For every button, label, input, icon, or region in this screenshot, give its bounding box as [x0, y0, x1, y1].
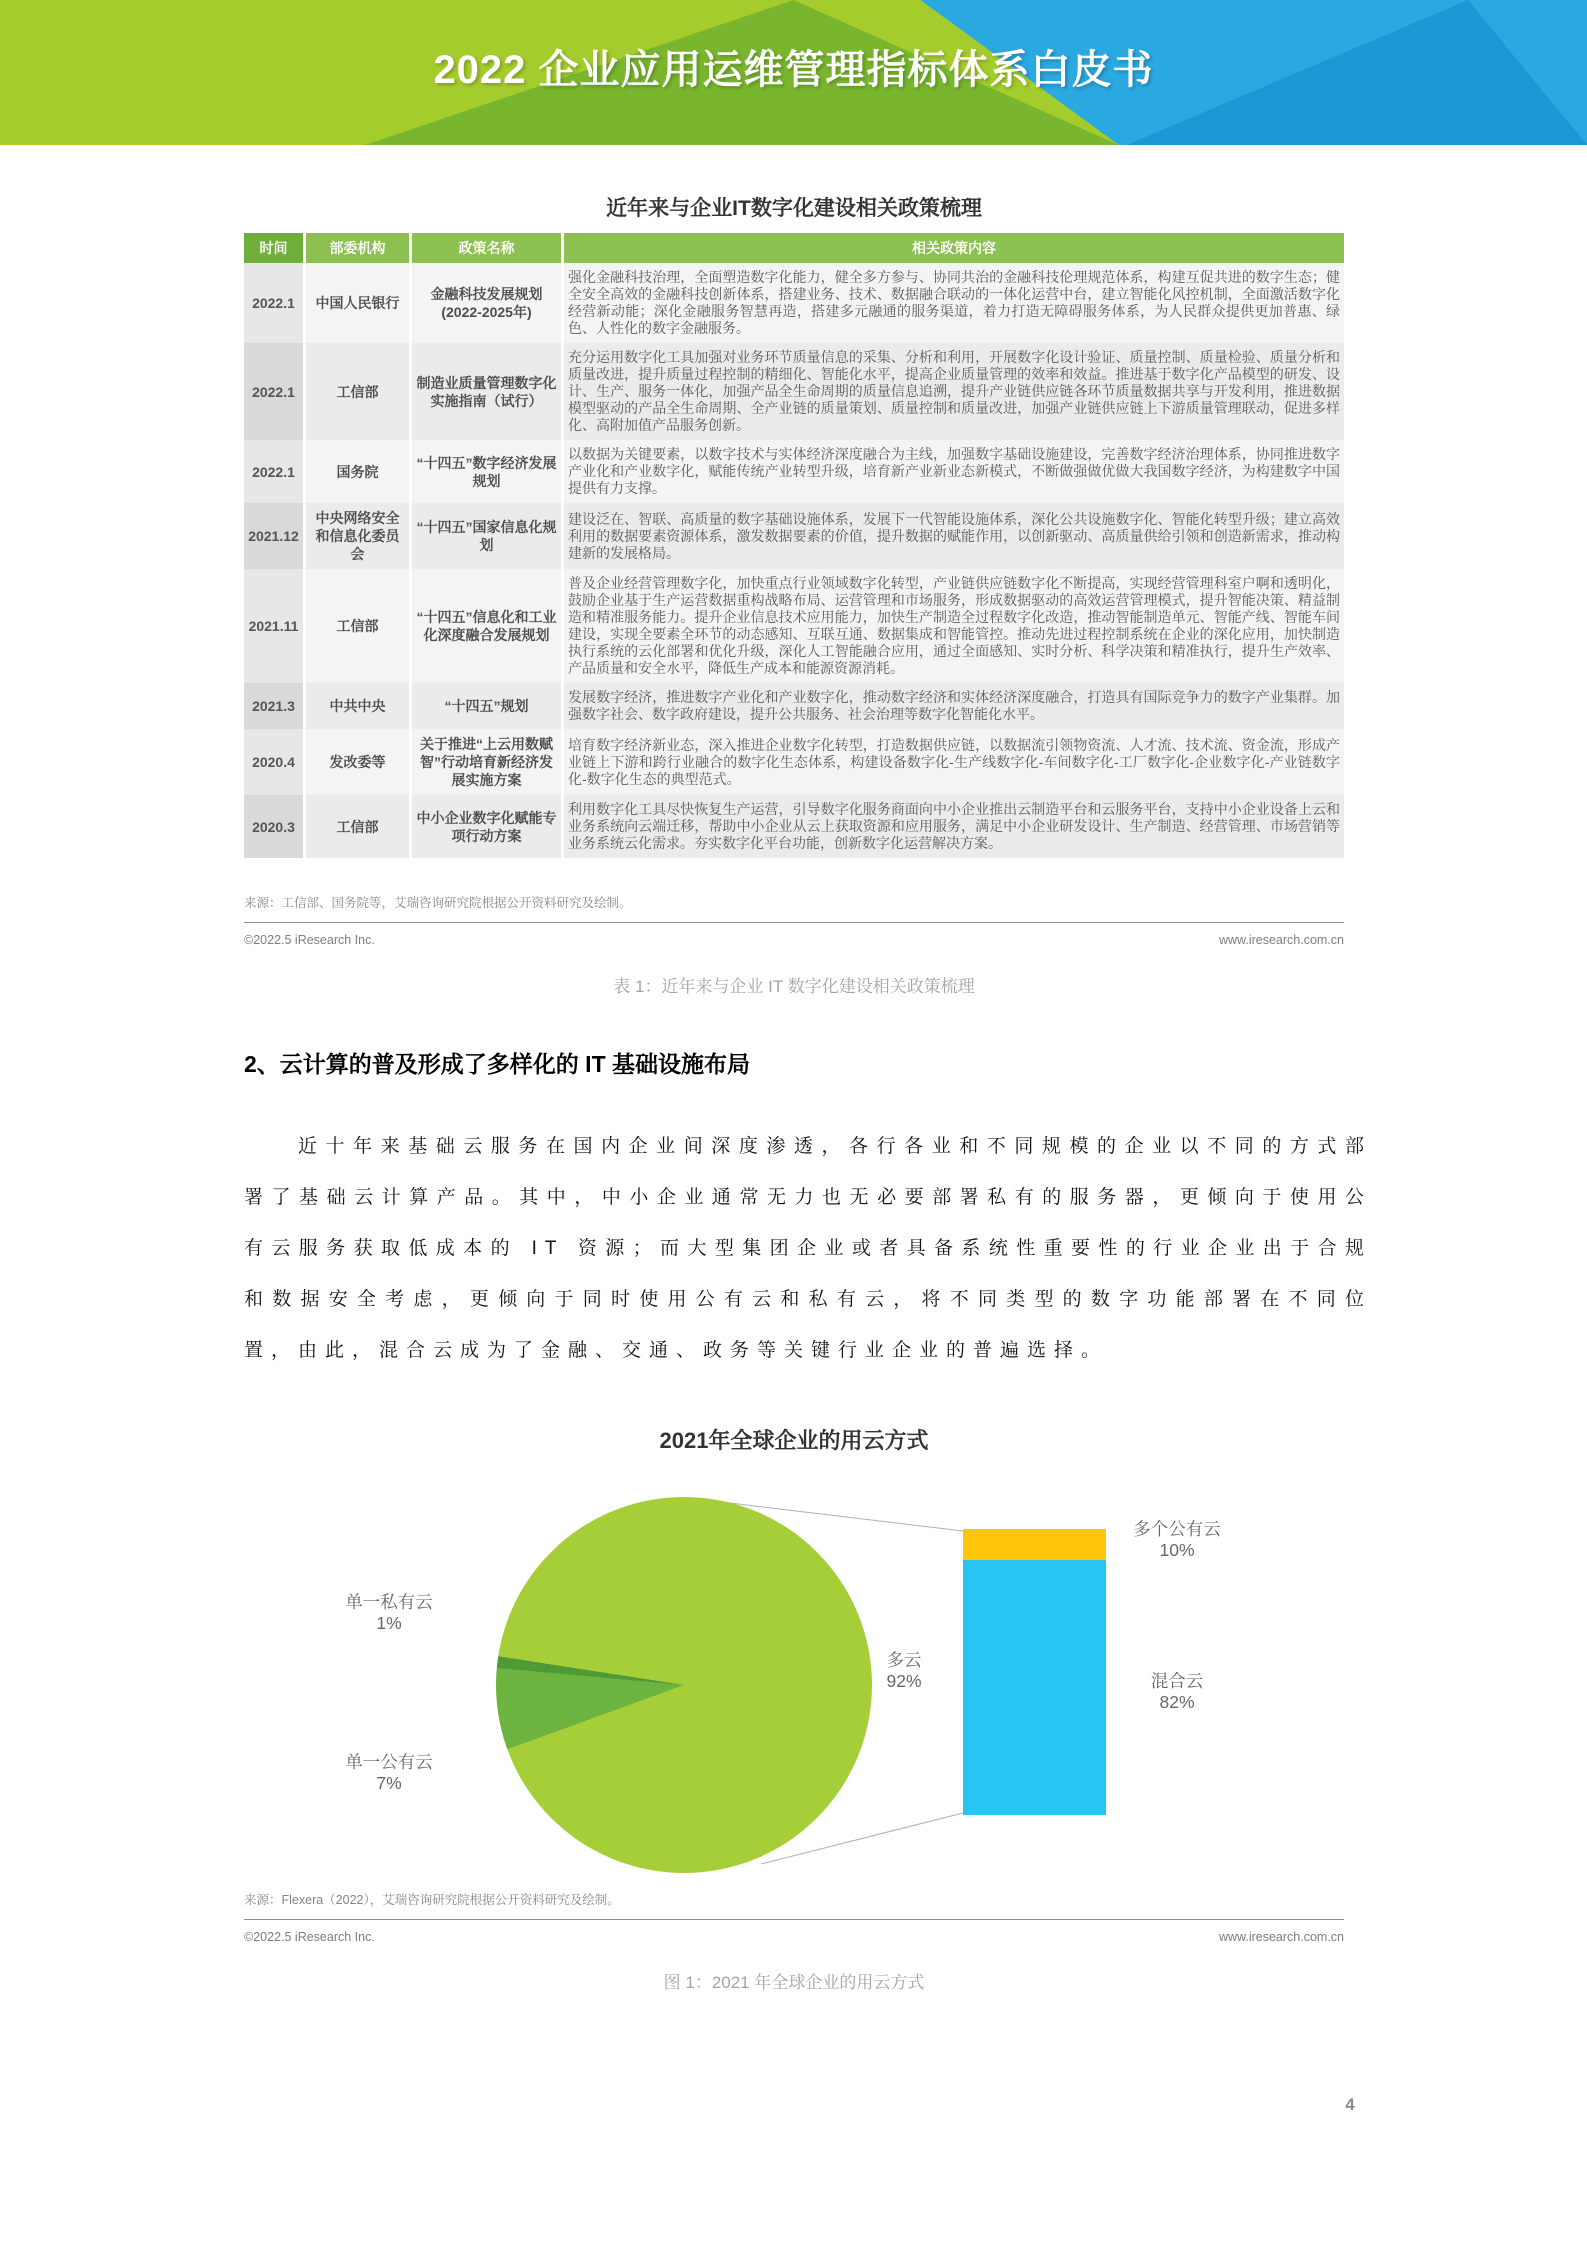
website-text: www.iresearch.com.cn [1218, 933, 1344, 947]
cell-time: 2020.4 [244, 729, 306, 795]
divider [244, 922, 1344, 923]
copyright-note: ©2022.5 iResearch Inc. [244, 1930, 375, 1944]
cell-content: 发展数字经济，推进数字产业化和产业数字化，推动数字经济和实体经济深度融合，打造具有国际竞争力的数字产业集群。加强数字社会、数字政府建设，提升公共服务、社会治理等数字化智能化水平。 [564, 683, 1344, 729]
cloud-usage-chart [244, 1400, 1344, 1905]
report-title: 2022 企业应用运维管理指标体系白皮书 [433, 48, 1154, 92]
table-row [244, 503, 1344, 569]
policy-table [244, 233, 1344, 858]
cell-content: 利用数字化工具尽快恢复生产运营，引导数字化服务商面向中小企业推出云制造平台和云服务平台，支持中小企业设备上云和业务系统向云端迁移，帮助中小企业从云上获取资源和应用服务，满足中小企业研发设计、生产制造、经营管理、市场营销等业务系统云化需求。夯实数字化平台功能，创新数字化运营解决方案。 [564, 795, 1344, 858]
cell-policy: 金融科技发展规划(2022-2025年) [412, 263, 564, 343]
cell-time: 2020.3 [244, 795, 306, 858]
cell-org: 工信部 [306, 569, 412, 683]
cell-time: 2021.3 [244, 683, 306, 729]
table-caption: 表 1：近年来与企业 IT 数字化建设相关政策梳理 [613, 977, 975, 996]
cell-content: 普及企业经营管理数字化，加快重点行业领域数字化转型，产业链供应链数字化不断提高，实现经营管理科室户啊和透明化，鼓励企业基于生产运营数据重构战略布局、运营管理和市场服务，形成数据驱动的高效运营管理模式，提升智能决策、精益制造和精准服务能力。提升企业信息技术应用能力，加快生产制造全过程数字化改造，推动智能制造单元、智能产线、智能车间建设，实现全要素全环节的动态感知、互联互通、数据集成和智能管控。推动先进过程控制系统在企业的深化应用，加快制造执行系统的云化部署和优化升级，深化人工智能融合应用，通过全面感知、实时分析、科学决策和精准执行，提升生产效率、产品质量和安全水平，降低生产成本和能源资源消耗。 [564, 569, 1344, 683]
pie-label-single-private-cloud: 单一私有云 1% [345, 1592, 433, 1633]
cell-content: 建设泛在、智联、高质量的数字基础设施体系，发展下一代智能设施体系，深化公共设施数字化、智能化转型升级；建立高效利用的数据要素资源体系，激发数据要素的价值，提升数据的赋能作用，以创新驱动、高质量供给引领和创造新需求，推动构建新的发展格局。 [564, 503, 1344, 569]
table-row [244, 729, 1344, 795]
divider [244, 1919, 1344, 1920]
cell-time: 2022.1 [244, 343, 306, 440]
cell-org: 工信部 [306, 795, 412, 858]
cell-policy: 制造业质量管理数字化实施指南（试行） [412, 343, 564, 440]
cell-policy: “十四五”规划 [412, 683, 564, 729]
bar-segment-multiple-public [963, 1529, 1106, 1560]
cell-content: 培育数字经济新业态，深入推进企业数字化转型，打造数据供应链，以数据流引领物资流、人才流、技术流、资金流，形成产业链上下游和跨行业融合的数字化生态体系，构建设备数字化-生产线数字化-车间数字化-工厂数字化-企业数字化-产业链数字化-数字化生态的典型范式。 [564, 729, 1344, 795]
cell-time: 2022.1 [244, 440, 306, 503]
cell-content: 充分运用数字化工具加强对业务环节质量信息的采集、分析和利用，开展数字化设计验证、质量控制、质量检验、质量分析和质量改进，提升质量过程控制的精细化、智能化水平，提高企业质量管理的效率和效益。推进基于数字化产品模型的研发、设计、生产、服务一体化，加强产品全生命周期的质量信息追溯，提升产业链供应链各环节质量数据共享与开发利用，推进数据模型驱动的产品全生命周期、全产业链的质量策划、质量控制和质量改进，加强产业链供应链上下游质量管理联动，促进多样化、高附加值产品服务创新。 [564, 343, 1344, 440]
cell-content: 以数据为关键要素，以数字技术与实体经济深度融合为主线，加强数字基础设施建设，完善数字经济治理体系，协同推进数字产业化和产业数字化，赋能传统产业转型升级，培育新产业新业态新模式，不断做强做优做大我国数字经济，为构建数字中国提供有力支撑。 [564, 440, 1344, 503]
cell-time: 2021.12 [244, 503, 306, 569]
page-footer [244, 1930, 1344, 1944]
cell-time: 2022.1 [244, 263, 306, 343]
cell-content: 强化金融科技治理，全面塑造数字化能力，健全多方参与、协同共治的金融科技伦理规范体系，构建互促共进的数字生态；健全安全高效的金融科技创新体系，搭建业务、技术、数据融合联动的一体化运营中台，建立智能化风控机制，全面激活数字化经营新动能；深化金融服务智慧再造，搭建多元融通的服务渠道，着力打造无障碍服务体系，为人民群众提供更加普惠、绿色、人性化的数字金融服务。 [564, 263, 1344, 343]
table-row [244, 440, 1344, 503]
cell-org: 工信部 [306, 343, 412, 440]
table-row [244, 343, 1344, 440]
table-row [244, 569, 1344, 683]
bar-segment-hybrid [963, 1560, 1106, 1815]
figure-source-note: 来源：Flexera（2022），艾瑞咨询研究院根据公开资料研究及绘制。 [244, 1893, 620, 1907]
pie [496, 1497, 872, 1873]
column-header-policy: 政策名称 [412, 233, 564, 263]
cell-policy: “十四五”数字经济发展规划 [412, 440, 564, 503]
breakdown-bar [963, 1529, 1106, 1815]
website-text: www.iresearch.com.cn [1218, 1930, 1344, 1944]
cell-org: 国务院 [306, 440, 412, 503]
column-header-org: 部委机构 [306, 233, 412, 263]
cell-org: 发改委等 [306, 729, 412, 795]
copyright-note: ©2022.5 iResearch Inc. [244, 933, 375, 947]
pie-label-single-public-cloud: 单一公有云 7% [345, 1752, 433, 1793]
bar-label-hybrid: 混合云 82% [1150, 1671, 1204, 1712]
table-source-note: 来源：工信部、国务院等，艾瑞咨询研究院根据公开资料研究及绘制。 [244, 896, 632, 910]
table-row [244, 263, 1344, 343]
cell-org: 中央网络安全和信息化委员会 [306, 503, 412, 569]
section-heading: 2、云计算的普及形成了多样化的 IT 基础设施布局 [244, 1051, 751, 1077]
cell-policy: “十四五”国家信息化规划 [412, 503, 564, 569]
page-footer [244, 933, 1344, 947]
body-paragraph: 近十年来基础云服务在国内企业间深度渗透，各行各业和不同规模的企业以不同的方式部署了基础云计算产品。其中，中小企业通常无力也无必要部署私有的服务器，更倾向于使用公有云服务获取低成本的 IT 资源；而大型集团企业或者具备系统性重要性的行业企业出于合规和数据安全考虑，更倾向于同时使用公有云和私有云，将不同类型的数字功能部署在不同位置，由此，混合云成为了金融、交通、政务等关键行业企业的普遍选择。 [244, 1136, 1372, 1361]
banner [0, 0, 1587, 145]
policy-table-header-row [244, 233, 1344, 263]
column-header-content: 相关政策内容 [564, 233, 1344, 263]
bar-label-multiple-public: 多个公有云 10% [1133, 1519, 1221, 1560]
page-number: 4 [1345, 2095, 1355, 2114]
figure-caption: 图 1：2021 年全球企业的用云方式 [663, 1973, 925, 1992]
cell-policy: 关于推进“上云用数赋智”行动培育新经济发展实施方案 [412, 729, 564, 795]
column-header-time: 时间 [244, 233, 306, 263]
cell-policy: 中小企业数字化赋能专项行动方案 [412, 795, 564, 858]
chart-title: 2021年全球企业的用云方式 [659, 1428, 929, 1453]
cell-org: 中国人民银行 [306, 263, 412, 343]
cell-policy: “十四五”信息化和工业化深度融合发展规划 [412, 569, 564, 683]
table-row [244, 795, 1344, 858]
pie-label-multi-cloud: 多云 92% [886, 1650, 922, 1691]
policy-table-title: 近年来与企业IT数字化建设相关政策梳理 [606, 197, 982, 220]
cell-org: 中共中央 [306, 683, 412, 729]
table-row [244, 683, 1344, 729]
policy-table-body [244, 263, 1344, 858]
cell-time: 2021.11 [244, 569, 306, 683]
